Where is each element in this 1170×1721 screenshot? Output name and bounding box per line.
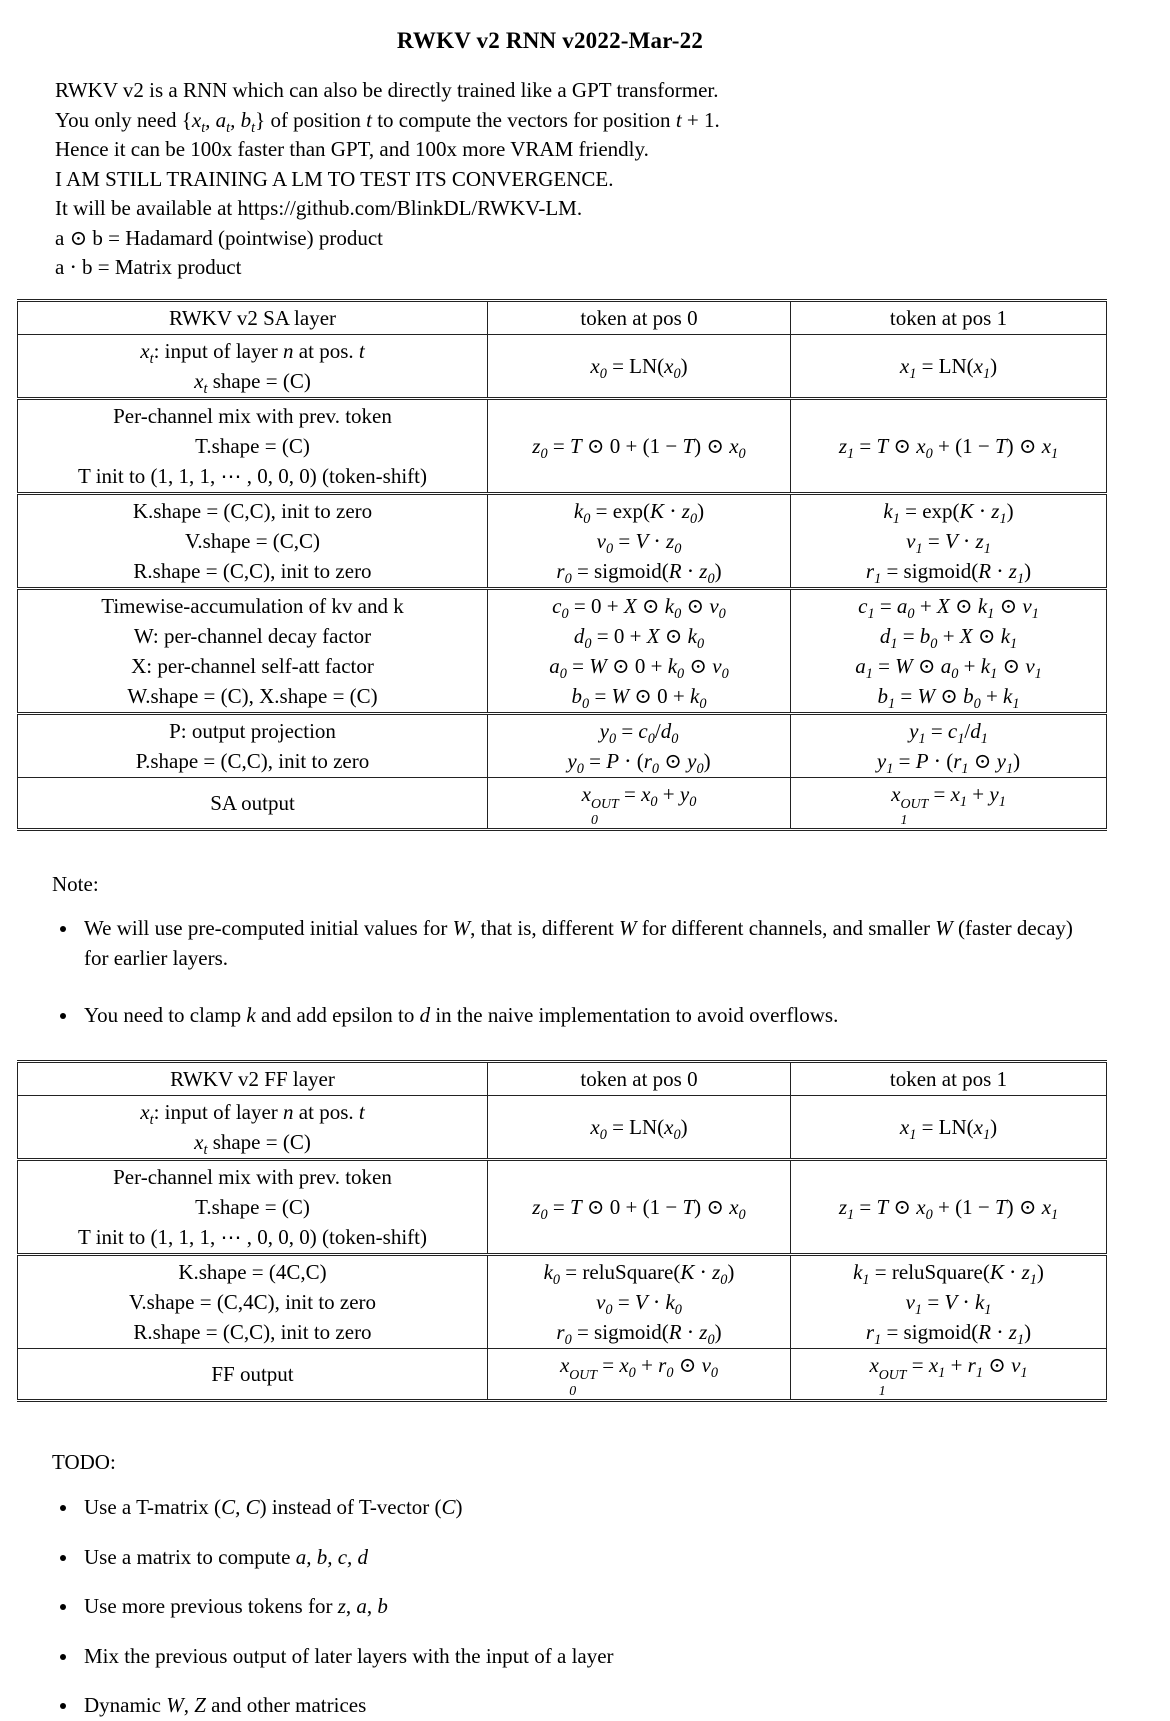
formula-line: $k_1 = \exp(K \cdot z_1)$ [883, 498, 1014, 527]
formula-line: $r_1$ = sigmoid(R ⋅ $z_1$) [865, 558, 1032, 587]
pos1-cell [791, 588, 1107, 713]
formula-line: $y_0 = P \cdot (r_0$ ⊙ $y_0$) [567, 748, 711, 777]
table-row-sa-output [18, 777, 1107, 830]
formula-line: $z_0 = T$ ⊙ 0 + (1 − T) ⊙ $x_0$ [532, 1194, 746, 1223]
label-line: SA output [210, 790, 295, 815]
label-cell [18, 588, 488, 713]
table-row [18, 1254, 1107, 1348]
formula-line: $v_1 = V \cdot z_1$ [906, 528, 991, 557]
table-header-cell: RWKV v2 SA layer [168, 305, 337, 330]
formula-line: $y_1 = P \cdot (r_1$ ⊙ $y_1$) [876, 748, 1021, 777]
note-list [0, 914, 1170, 1031]
label-line: W.shape = (C), X.shape = (C) [127, 683, 378, 708]
label-line: R.shape = (C,C), init to zero [133, 1319, 372, 1344]
bullet-icon [60, 1703, 66, 1709]
label-line: $x_t$: input of layer n at pos. t [140, 338, 365, 367]
todo-item-text: Dynamic W, Z and other matrices [84, 1693, 367, 1718]
intro-line: Hence it can be 100x faster than GPT, and 100x more VRAM friendly. [55, 137, 649, 161]
todo-item [0, 1493, 1080, 1523]
label-line: $x_t$ shape = (C) [194, 368, 311, 397]
label-line: $x_t$: input of layer n at pos. t [140, 1099, 365, 1128]
label-line: V.shape = (C,4C), init to zero [128, 1289, 377, 1314]
label-line: K.shape = (4C,C) [178, 1259, 327, 1284]
label-cell [18, 777, 488, 830]
intro-line: RWKV v2 is a RNN which can also be directly trained like a GPT transformer. [55, 78, 719, 102]
pos1-cell [791, 1348, 1107, 1401]
formula-line: $a_1 = W$ ⊙ $a_0 + k_1$ ⊙ $v_1$ [855, 653, 1042, 682]
label-cell [18, 334, 488, 398]
todo-item [0, 1691, 1080, 1721]
intro-line: You only need {$x_t$, $a_t$, $b_t$} of position t to compute the vectors for position t + 1. [55, 107, 720, 136]
formula-line: $z_1 = T$ ⊙ $x_0 + (1 - T)$ ⊙ $x_1$ [838, 1194, 1059, 1223]
todo-item-text: Use more previous tokens for z, a, b [84, 1594, 388, 1619]
document-page [0, 28, 1170, 1718]
todo-item [0, 1642, 1080, 1672]
bullet-icon [60, 1013, 66, 1019]
table-row [18, 713, 1107, 777]
formula-line: $c_1 = a_0 + X$ ⊙ $k_1$ ⊙ $v_1$ [858, 593, 1039, 622]
label-line: T init to (1, 1, 1, ⋯ , 0, 0, 0) (token-shift) [78, 1224, 427, 1249]
label-cell [18, 1095, 488, 1159]
todo-item [0, 1592, 1080, 1622]
table-row-ff-output [18, 1348, 1107, 1401]
pos0-cell [488, 588, 791, 713]
table-row [18, 398, 1107, 493]
bullet-icon [60, 1604, 66, 1610]
label-cell [18, 493, 488, 588]
pos0-cell [488, 334, 791, 398]
pos1-cell [791, 1254, 1107, 1348]
table-row [18, 588, 1107, 713]
formula-line: $b_1 = W$ ⊙ $b_0 + k_1$ [877, 683, 1020, 712]
todo-list [0, 1493, 1170, 1721]
todo-item-text: Use a T-matrix (C, C) instead of T-vector (C) [84, 1495, 463, 1520]
note-item-text: You need to clamp k and add epsilon to d in the naive implementation to avoid overflows. [84, 1003, 839, 1028]
formula-line: $a_0 = W$ ⊙ $0 + k_0$ ⊙ $v_0$ [549, 653, 729, 682]
formula-line: $k_1$ = reluSquare(K ⋅ $z_1$) [853, 1259, 1044, 1288]
note-heading: Note: [52, 872, 99, 897]
table-row [18, 1095, 1107, 1159]
label-line: T init to (1, 1, 1, ⋯ , 0, 0, 0) (token-shift) [78, 463, 427, 488]
label-line: R.shape = (C,C), init to zero [133, 558, 372, 583]
table-header-cell: RWKV v2 FF layer [170, 1066, 335, 1091]
formula-line: $r_0$ = sigmoid(R ⋅ $z_0$) [556, 1319, 722, 1348]
pos0-cell [488, 1095, 791, 1159]
pos1-cell [791, 1159, 1107, 1254]
pos0-cell [488, 1159, 791, 1254]
formula-line: $d_0 = 0 + X$ ⊙ $k_0$ [573, 623, 705, 652]
pos0-cell [488, 493, 791, 588]
bullet-icon [60, 1654, 66, 1660]
formula-line: x OUT 1 = $x_1 + r_1$ ⊙ $v_1$ [869, 1352, 1028, 1398]
todo-item-text: Use a matrix to compute a, b, c, d [84, 1544, 369, 1569]
table-header-row [18, 300, 1107, 334]
note-item [0, 914, 1080, 973]
pos1-cell [791, 334, 1107, 398]
intro-paragraph [55, 76, 1170, 283]
label-line: FF output [211, 1361, 294, 1386]
label-cell [18, 1254, 488, 1348]
formula-line: $d_1 = b_0 + X$ ⊙ $k_1$ [879, 623, 1018, 652]
pos0-cell [488, 777, 791, 830]
pos0-cell [488, 713, 791, 777]
ff-table [17, 1060, 1107, 1403]
intro-line: I AM STILL TRAINING A LM TO TEST ITS CONVERGENCE. [55, 166, 614, 191]
table-row [18, 493, 1107, 588]
formula-line: $k_0 = \exp(K \cdot z_0)$ [573, 498, 705, 527]
label-cell [18, 713, 488, 777]
formula-line: $x_1 = LN(x_1)$ [899, 1114, 998, 1143]
table-header-cell: token at pos 0 [488, 300, 791, 334]
pos1-cell [791, 493, 1107, 588]
intro-line: a ⋅ b = Matrix product [55, 255, 242, 279]
table-row [18, 1159, 1107, 1254]
label-line: Per-channel mix with prev. token [113, 403, 392, 428]
formula-line: $c_0 = 0 + X$ ⊙ $k_0$ ⊙ $v_0$ [552, 593, 726, 622]
formula-line: $y_0 = c_0/d_0$ [599, 718, 679, 747]
label-line: $x_t$ shape = (C) [194, 1129, 311, 1158]
pos0-cell [488, 1254, 791, 1348]
formula-line: $v_0 = V \cdot z_0$ [596, 528, 682, 557]
label-line: T.shape = (C) [195, 1194, 310, 1219]
label-line: Timewise-accumulation of kv and k [101, 593, 404, 618]
label-line: P.shape = (C,C), init to zero [135, 748, 370, 773]
intro-line: a ⊙ b = Hadamard (pointwise) product [55, 225, 384, 250]
pos0-cell [488, 1348, 791, 1401]
formula-line: $x_0 = LN(x_0)$ [590, 1114, 688, 1143]
bullet-icon [60, 1555, 66, 1561]
table-header-cell: token at pos 0 [488, 1061, 791, 1095]
formula-line: $r_0$ = sigmoid(R ⋅ $z_0$) [556, 558, 722, 587]
page-title: RWKV v2 RNN v2022-Mar-22 [396, 28, 704, 53]
label-line: Per-channel mix with prev. token [113, 1164, 392, 1189]
formula-line: $y_1 = c_1/d_1$ [909, 718, 988, 747]
formula-line: $x_1 = LN(x_1)$ [899, 353, 998, 382]
intro-line-url: It will be available at https://github.com/BlinkDL/RWKV-LM. [55, 196, 583, 220]
pos0-cell [488, 398, 791, 493]
label-line: T.shape = (C) [195, 433, 310, 458]
label-line: K.shape = (C,C), init to zero [132, 498, 373, 523]
bullet-icon [60, 926, 66, 932]
table-header-row [18, 1061, 1107, 1095]
label-line: P: output projection [169, 718, 336, 743]
table-row [18, 334, 1107, 398]
formula-line: $v_1 = V \cdot k_1$ [905, 1289, 992, 1318]
label-cell [18, 398, 488, 493]
formula-line: $z_1 = T$ ⊙ $x_0 + (1 - T)$ ⊙ $x_1$ [838, 433, 1059, 462]
todo-item [0, 1543, 1080, 1573]
pos1-cell [791, 398, 1107, 493]
formula-line: x OUT 0 = $x_0 + y_0$ [581, 781, 697, 827]
bullet-icon [60, 1505, 66, 1511]
sa-table [17, 299, 1107, 832]
formula-line: $v_0 = V \cdot k_0$ [596, 1289, 682, 1318]
note-item [0, 1001, 1080, 1031]
formula-line: x OUT 1 = $x_1 + y_1$ [891, 781, 1006, 827]
pos1-cell [791, 777, 1107, 830]
pos1-cell [791, 1095, 1107, 1159]
todo-item-text: Mix the previous output of later layers with the input of a layer [84, 1643, 614, 1668]
formula-line: x OUT 0 = $x_0 + r_0$ ⊙ $v_0$ [559, 1352, 719, 1398]
label-cell [18, 1348, 488, 1401]
table-header-cell: token at pos 1 [791, 1061, 1107, 1095]
todo-heading: TODO: [52, 1450, 116, 1475]
label-line: X: per-channel self-att factor [131, 653, 374, 678]
label-cell [18, 1159, 488, 1254]
table-header-cell: token at pos 1 [791, 300, 1107, 334]
label-line: W: per-channel decay factor [133, 623, 372, 648]
formula-line: $z_0 = T$ ⊙ 0 + (1 − T) ⊙ $x_0$ [532, 433, 746, 462]
pos1-cell [791, 713, 1107, 777]
formula-line: $x_0 = LN(x_0)$ [590, 353, 688, 382]
label-line: V.shape = (C,C) [184, 528, 321, 553]
formula-line: $k_0$ = reluSquare(K ⋅ $z_0$) [543, 1259, 735, 1288]
formula-line: $b_0 = W$ ⊙ $0 + k_0$ [571, 683, 707, 712]
formula-line: $r_1$ = sigmoid(R ⋅ $z_1$) [865, 1319, 1032, 1348]
note-item-text: We will use pre-computed initial values for W, that is, different W for different channels, and smaller W (faster decay) for earlier layers. [84, 916, 1073, 970]
